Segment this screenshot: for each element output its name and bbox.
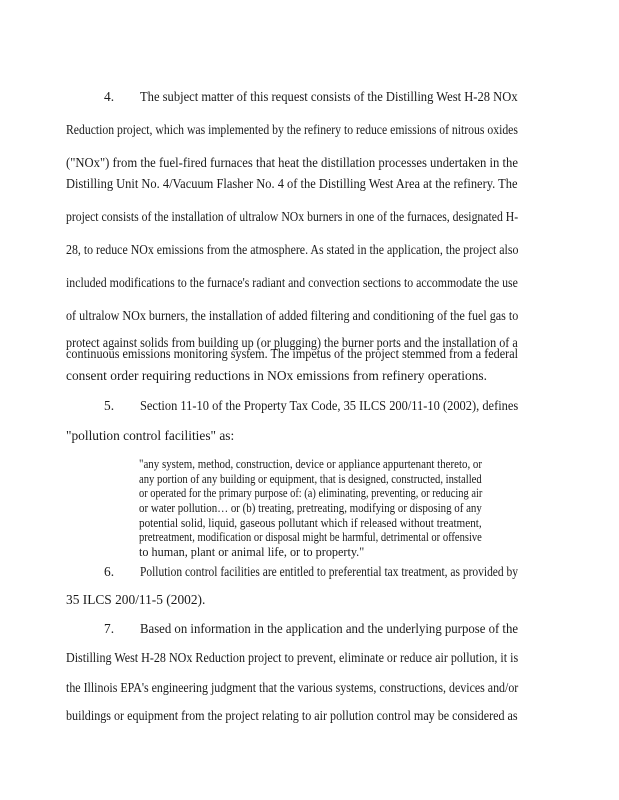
quote-line: or water pollution… or (b) treating, pretreating, modifying or disposing of any	[139, 501, 482, 515]
paragraph-number: 6.	[104, 564, 115, 579]
paragraph-line: Pollution control facilities are entitled to preferential tax treatment, as provided by	[140, 564, 518, 579]
paragraph-line: Based on information in the application and the underlying purpose of the	[140, 621, 519, 636]
paragraph-line: continuous emissions monitoring system. The impetus of the project stemmed from a federal	[66, 346, 519, 361]
paragraph-line: project consists of the installation of ultralow NOx burners in one of the furnaces, designated H-	[66, 209, 519, 224]
quote-line: pretreatment, modification or disposal might be harmful, detrimental or offensive	[139, 530, 482, 544]
paragraph-line: Distilling West H-28 NOx Reduction project to prevent, eliminate or reduce air pollution, it is	[66, 650, 519, 665]
paragraph-line: consent order requiring reductions in NOx emissions from refinery operations.	[66, 368, 487, 383]
paragraph-line: 28, to reduce NOx emissions from the atmosphere. As stated in the application, the project also	[66, 242, 519, 257]
paragraph-line: of ultralow NOx burners, the installation of added filtering and conditioning of the fuel gas to	[66, 308, 519, 323]
paragraph-number: 7.	[104, 621, 115, 636]
paragraph-line: 35 ILCS 200/11-5 (2002).	[66, 592, 206, 607]
paragraph-line: The subject matter of this request consists of the Distilling West H-28 NOx	[140, 89, 518, 104]
quote-line: "any system, method, construction, device or appliance appurtenant thereto, or	[139, 457, 483, 471]
paragraph-number: 4.	[104, 89, 115, 104]
paragraph-line: "pollution control facilities" as:	[66, 428, 235, 443]
paragraph-number: 5.	[104, 398, 115, 413]
quote-line: potential solid, liquid, gaseous pollutant which if released without treatment,	[139, 516, 482, 530]
paragraph-line: Distilling Unit No. 4/Vacuum Flasher No. 4 of the Distilling West Area at the refinery. The	[66, 176, 518, 191]
quote-line: any portion of any building or equipment, that is designed, constructed, installed	[139, 472, 482, 486]
paragraph-line: the Illinois EPA's engineering judgment that the various systems, constructions, devices and/or	[66, 680, 519, 695]
quote-line: or operated for the primary purpose of: (a) eliminating, preventing, or reducing air	[139, 486, 483, 500]
paragraph-line: included modifications to the furnace's radiant and convection sections to accommodate the use	[66, 275, 518, 290]
quote-line: to human, plant or animal life, or to property."	[139, 545, 365, 559]
paragraph-line: buildings or equipment from the project relating to air pollution control may be considered as	[66, 708, 518, 723]
paragraph-line: ("NOx") from the fuel-fired furnaces that heat the distillation processes undertaken in the	[66, 155, 518, 170]
paragraph-line: Section 11-10 of the Property Tax Code, 35 ILCS 200/11-10 (2002), defines	[140, 398, 519, 413]
paragraph-line: Reduction project, which was implemented by the refinery to reduce emissions of nitrous oxides	[66, 122, 518, 137]
paragraph-line: protect against solids from building up (or plugging) the burner ports and the installation of a	[66, 335, 518, 350]
